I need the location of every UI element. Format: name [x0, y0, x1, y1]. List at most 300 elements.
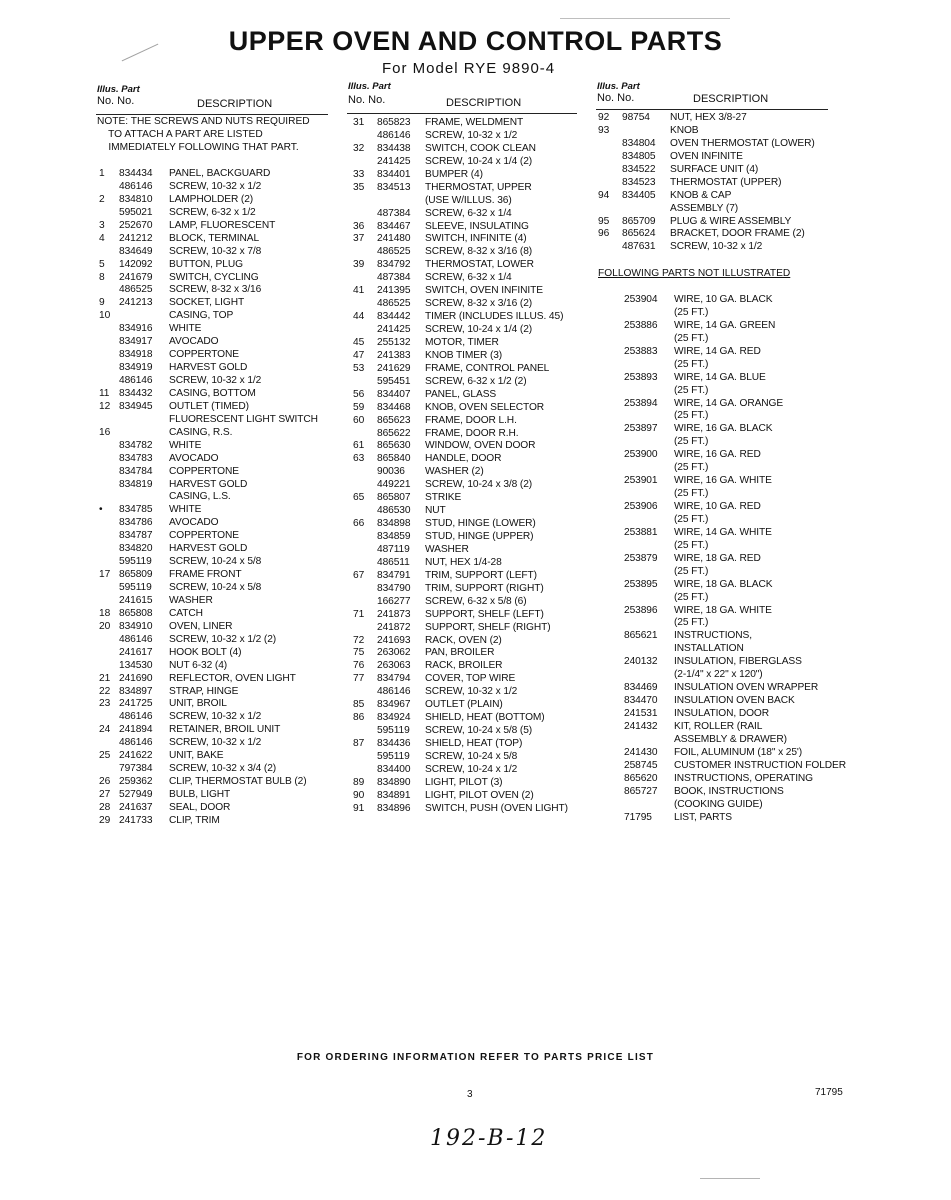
parts-row: [596, 125, 856, 138]
part-description: COPPERTONE: [169, 465, 239, 477]
parts-row: [347, 208, 587, 221]
parts-row: [97, 789, 337, 802]
header-illus-part: Illus. Part: [97, 84, 140, 95]
part-description: KNOB, OVEN SELECTOR: [425, 401, 545, 413]
part-description: SCREW, 10-32 x 1/2: [169, 737, 262, 749]
parts-row: [596, 190, 856, 203]
part-description: PANEL, GLASS: [425, 388, 497, 400]
parts-row: [347, 803, 587, 816]
parts-row: [347, 311, 587, 324]
parts-row: [347, 635, 587, 648]
parts-row: [596, 617, 856, 630]
parts-row: [596, 410, 856, 423]
part-number: 834890: [377, 776, 411, 788]
part-description: FRAME, DOOR R.H.: [425, 427, 519, 439]
parts-row: [347, 221, 587, 234]
part-description: (25 FT.): [674, 488, 709, 500]
illus-number: 24: [99, 724, 111, 736]
parts-row: [596, 164, 856, 177]
header-no: No. No.: [348, 94, 386, 106]
part-description: BUTTON, PLUG: [169, 258, 243, 270]
part-description: SCREW, 6-32 x 1/2 (2): [425, 375, 527, 387]
illus-number: 67: [353, 569, 365, 581]
part-number: 865823: [377, 117, 411, 128]
parts-row: [347, 764, 587, 777]
parts-row: [97, 336, 337, 349]
part-number: 834783: [119, 452, 153, 464]
part-number: 253906: [624, 501, 658, 512]
part-number: 834918: [119, 349, 153, 361]
part-number: 241873: [377, 608, 411, 620]
part-number: 486146: [119, 633, 153, 645]
part-description: FRAME FRONT: [169, 569, 242, 581]
part-number: 486530: [377, 505, 411, 517]
illus-number: 77: [353, 673, 365, 685]
part-number: 834804: [622, 137, 656, 149]
illus-number: 66: [353, 518, 365, 530]
illus-number: 60: [353, 414, 365, 426]
part-description: SCREW, 10-32 x 1/2 (2): [169, 633, 277, 645]
part-description: BUMPER (4): [425, 168, 483, 180]
part-number: 834897: [119, 685, 153, 697]
scan-mark: [560, 18, 730, 19]
part-description: KNOB TIMER (3): [425, 349, 503, 361]
parts-row: [97, 543, 337, 556]
part-description: SWITCH, CYCLING: [169, 271, 259, 283]
parts-row: [596, 630, 856, 643]
parts-row: [97, 776, 337, 789]
part-number: 834794: [377, 673, 411, 685]
parts-row: [596, 721, 856, 734]
part-description: CLIP, TRIM: [169, 814, 220, 826]
parts-row: [97, 673, 337, 686]
parts-row: [347, 195, 587, 208]
part-description: WASHER: [169, 594, 213, 606]
parts-row: [596, 682, 856, 695]
parts-row: [347, 246, 587, 259]
part-number: 241622: [119, 750, 153, 762]
part-description: SCREW, 10-32 x 1/2: [425, 686, 518, 698]
part-number: 241383: [377, 349, 411, 361]
parts-row: [596, 514, 856, 527]
part-description: OUTLET (PLAIN): [425, 699, 503, 711]
illus-number: 16: [99, 426, 111, 438]
parts-row: [347, 699, 587, 712]
part-number: 834896: [377, 802, 411, 814]
parts-row: [347, 350, 587, 363]
parts-row: [596, 592, 856, 605]
part-description: (USE W/ILLUS. 36): [425, 194, 512, 206]
parts-row: [347, 156, 587, 169]
part-number: 449221: [377, 479, 411, 491]
part-description: SCREW, 10-24 x 5/8: [425, 750, 518, 762]
illus-number: 39: [353, 259, 365, 271]
part-number: 241425: [377, 155, 411, 167]
parts-row: [347, 673, 587, 686]
part-number: 134530: [119, 659, 153, 671]
parts-row: [596, 488, 856, 501]
part-number: 865709: [622, 215, 656, 227]
part-number: 253881: [624, 526, 658, 538]
part-description: SCREW, 10-32 x 3/4 (2): [169, 763, 277, 775]
illus-number: 56: [353, 388, 365, 400]
part-number: 865622: [377, 427, 411, 439]
illus-number: 2: [99, 193, 105, 205]
part-number: 834434: [119, 168, 153, 179]
illus-number: 32: [353, 142, 365, 154]
part-description: CASING, L.S.: [169, 491, 231, 503]
parts-row: [596, 294, 856, 307]
part-description: (25 FT.): [674, 436, 709, 448]
part-number: 241430: [624, 746, 658, 758]
part-description: CASING, BOTTOM: [169, 387, 256, 399]
column-header-2: [348, 81, 522, 109]
part-description: RETAINER, BROIL UNIT: [169, 724, 281, 736]
part-description: INSULATION, DOOR: [674, 708, 770, 719]
part-number: 241690: [119, 672, 153, 684]
part-number: 90036: [377, 466, 405, 478]
part-description: HARVEST GOLD: [169, 478, 248, 490]
illus-number: 45: [353, 336, 365, 348]
part-number: 834785: [119, 504, 153, 516]
part-number: 241872: [377, 621, 411, 633]
part-number: 834405: [622, 189, 656, 201]
part-description: SCREW, 10-24 x 1/2: [425, 763, 518, 775]
part-description: KNOB & CAP: [670, 189, 732, 201]
part-number: 595021: [119, 206, 153, 218]
part-description: OVEN INFINITE: [670, 150, 743, 162]
part-description: INSULATION, FIBERGLASS: [674, 656, 802, 668]
part-description: SCREW, 10-24 x 3/8 (2): [425, 479, 533, 491]
parts-row: [97, 349, 337, 362]
header-rule-3: [596, 109, 828, 110]
parts-row: [347, 233, 587, 246]
parts-row: [347, 259, 587, 272]
parts-row: [596, 203, 856, 216]
parts-row: [97, 504, 337, 517]
part-description: STRAP, HINGE: [169, 685, 239, 697]
part-description: ASSEMBLY (7): [670, 202, 739, 214]
part-number: 834407: [377, 388, 411, 400]
parts-row: [596, 501, 856, 514]
part-description: PANEL, BACKGUARD: [169, 168, 271, 179]
part-number: 865807: [377, 492, 411, 504]
parts-row: [347, 583, 587, 596]
part-description: OUTLET (TIMED): [169, 400, 249, 412]
parts-row: [347, 389, 587, 402]
part-description: LAMP, FLUORESCENT: [169, 219, 276, 231]
part-description: SHIELD, HEAT (BOTTOM): [425, 712, 545, 724]
part-description: LIGHT, PILOT (3): [425, 776, 503, 788]
part-description: LAMPHOLDER (2): [169, 193, 254, 205]
part-number: 253904: [624, 294, 658, 305]
parts-row: [97, 401, 337, 414]
part-number: 865727: [624, 785, 658, 797]
part-description: CASING, R.S.: [169, 426, 233, 438]
part-description: BULB, LIGHT: [169, 789, 231, 800]
part-description: SCREW, 6-32 x 1/4: [425, 207, 512, 219]
parts-row: [97, 207, 337, 220]
part-number: 241395: [377, 285, 411, 297]
part-description: (25 FT.): [674, 617, 709, 629]
part-number: 486146: [119, 711, 153, 723]
part-number: 834859: [377, 531, 411, 542]
part-description: SCREW, 10-24 x 1/4 (2): [425, 324, 533, 335]
part-description: SHIELD, HEAT (TOP): [425, 738, 523, 749]
parts-row: [97, 220, 337, 233]
header-description: DESCRIPTION: [693, 93, 769, 105]
part-description: SCREW, 6-32 x 1/2: [169, 206, 256, 218]
part-description: INSTRUCTIONS, OPERATING: [674, 772, 814, 784]
parts-row: [596, 695, 856, 708]
parts-row: [596, 812, 856, 825]
part-number: 834784: [119, 465, 153, 477]
illus-number: 95: [598, 215, 610, 227]
parts-row: [97, 194, 337, 207]
parts-row: [97, 724, 337, 737]
part-number: 834810: [119, 193, 153, 205]
parts-row: [596, 436, 856, 449]
part-description: THERMOSTAT, UPPER: [425, 181, 532, 193]
part-description: SCREW, 10-24 x 5/8: [169, 556, 262, 568]
parts-row: [596, 423, 856, 436]
parts-row: [97, 815, 337, 828]
part-number: 595119: [119, 556, 152, 568]
part-description: COVER, TOP WIRE: [425, 673, 516, 685]
part-description: (25 FT.): [674, 358, 709, 370]
part-description: INSTALLATION: [674, 643, 744, 655]
part-number: 834467: [377, 220, 411, 232]
part-number: 252670: [119, 219, 153, 231]
parts-row: [97, 246, 337, 259]
part-description: SUPPORT, SHELF (RIGHT): [425, 621, 551, 633]
parts-row: [97, 802, 337, 815]
part-description: AVOCADO: [169, 452, 219, 464]
parts-row: [97, 466, 337, 479]
part-number: 834513: [377, 181, 411, 193]
parts-row: [347, 182, 587, 195]
part-number: 486146: [119, 375, 153, 386]
parts-row: [596, 579, 856, 592]
part-description: MOTOR, TIMER: [425, 336, 499, 348]
parts-row: [596, 527, 856, 540]
parts-row: [347, 143, 587, 156]
part-description: WIRE, 18 GA. BLACK: [674, 578, 773, 590]
part-description: (25 FT.): [674, 410, 709, 422]
parts-row: [347, 557, 587, 570]
part-description: BLOCK, TERMINAL: [169, 232, 260, 244]
parts-row: [97, 168, 337, 181]
part-description: WASHER: [425, 543, 469, 555]
header-description: DESCRIPTION: [446, 97, 522, 109]
part-description: CLIP, THERMOSTAT BULB (2): [169, 776, 307, 788]
parts-list-not-illustrated: [596, 294, 856, 824]
part-description: HARVEST GOLD: [169, 543, 248, 555]
part-description: SCREW, 10-32 x 7/8: [169, 245, 262, 257]
part-number: 255132: [377, 336, 411, 348]
part-number: 253900: [624, 449, 658, 461]
part-description: KNOB: [670, 124, 699, 136]
parts-row: [347, 402, 587, 415]
part-number: 241432: [624, 720, 658, 732]
parts-row: [347, 686, 587, 699]
illus-number: 44: [353, 311, 365, 323]
part-number: 834522: [622, 163, 656, 175]
part-description: UNIT, BAKE: [169, 750, 224, 762]
header-rule-2: [347, 113, 577, 114]
parts-row: [347, 363, 587, 376]
part-number: 834916: [119, 323, 153, 335]
part-description: THERMOSTAT (UPPER): [670, 176, 782, 188]
parts-row: [97, 284, 337, 297]
illus-number: 5: [99, 258, 105, 270]
illus-number: 61: [353, 440, 365, 452]
part-description: FRAME, DOOR L.H.: [425, 414, 517, 426]
illus-number: 12: [99, 400, 111, 412]
part-description: (25 FT.): [674, 332, 709, 344]
parts-row: [97, 181, 337, 194]
parts-row: [347, 570, 587, 583]
part-description: INSTRUCTIONS,: [674, 630, 752, 642]
part-number: 486511: [377, 556, 410, 568]
part-number: 487384: [377, 272, 411, 284]
part-description: PLUG & WIRE ASSEMBLY: [670, 215, 792, 227]
part-description: OVEN THERMOSTAT (LOWER): [670, 137, 815, 149]
part-number: 527949: [119, 789, 153, 800]
part-description: SWITCH, OVEN INFINITE: [425, 285, 543, 297]
parts-list-column-1: [97, 168, 337, 828]
part-number: 253893: [624, 371, 658, 383]
parts-row: [347, 130, 587, 143]
part-number: 834819: [119, 478, 153, 490]
part-number: 486525: [377, 246, 411, 258]
part-number: 595119: [377, 750, 410, 762]
part-number: 834432: [119, 387, 153, 399]
parts-row: [596, 138, 856, 151]
illus-number: 10: [99, 310, 111, 322]
part-number: 834791: [377, 569, 411, 581]
parts-row: [347, 298, 587, 311]
part-number: 595119: [377, 725, 410, 737]
part-description: HOOK BOLT (4): [169, 646, 242, 658]
page-subtitle: For Model RYE 9890-4: [382, 60, 556, 77]
part-description: WIRE, 14 GA. ORANGE: [674, 397, 784, 409]
part-description: SCREW, 10-24 x 5/8 (5): [425, 725, 533, 737]
part-number: 259362: [119, 776, 153, 788]
parts-row: [596, 385, 856, 398]
part-description: WIRE, 18 GA. WHITE: [674, 604, 772, 616]
part-number: 834820: [119, 543, 153, 555]
illus-number: 86: [353, 712, 365, 724]
part-description: FRAME, WELDMENT: [425, 117, 524, 128]
part-description: FOIL, ALUMINUM (18" x 25'): [674, 746, 803, 758]
part-number: 241693: [377, 634, 411, 646]
parts-row: [347, 518, 587, 531]
part-number: 865809: [119, 569, 153, 581]
part-description: LIGHT, PILOT OVEN (2): [425, 789, 534, 801]
part-number: 241425: [377, 324, 411, 335]
header-illus-part: Illus. Part: [597, 81, 640, 92]
illus-number: 59: [353, 401, 365, 413]
illus-number: 75: [353, 647, 365, 659]
part-number: 241617: [119, 646, 153, 658]
parts-row: [97, 750, 337, 763]
part-description: NUT, HEX 1/4-28: [425, 556, 502, 568]
parts-row: [97, 569, 337, 582]
parts-row: [347, 337, 587, 350]
part-number: 253883: [624, 345, 658, 357]
part-description: OVEN, LINER: [169, 620, 233, 632]
header-description: DESCRIPTION: [197, 98, 273, 110]
parts-row: [347, 169, 587, 182]
illus-number: 87: [353, 738, 365, 749]
parts-row: [596, 799, 856, 812]
parts-row: [97, 388, 337, 401]
parts-row: [596, 708, 856, 721]
parts-row: [596, 151, 856, 164]
parts-row: [347, 660, 587, 673]
part-number: 253895: [624, 578, 658, 590]
document-id: 71795: [815, 1087, 843, 1098]
part-description: (25 FT.): [674, 306, 709, 318]
illus-number: 28: [99, 801, 111, 813]
part-number: 834782: [119, 439, 153, 451]
parts-row: [97, 272, 337, 285]
part-number: 253901: [624, 475, 658, 487]
part-number: 834919: [119, 362, 153, 374]
part-description: SCREW, 10-32 x 1/2: [169, 375, 262, 386]
part-number: 241725: [119, 698, 153, 710]
part-description: TRIM, SUPPORT (LEFT): [425, 569, 537, 581]
part-description: NUT: [425, 505, 446, 517]
header-illus-part: Illus. Part: [348, 81, 391, 92]
part-description: (COOKING GUIDE): [674, 798, 763, 810]
part-description: STUD, HINGE (UPPER): [425, 531, 534, 542]
part-number: 834438: [377, 142, 411, 154]
parts-row: [347, 505, 587, 518]
part-description: (2-1/4" x 22" x 120"): [674, 669, 763, 681]
part-description: SCREW, 8-32 x 3/16 (2): [425, 298, 533, 310]
part-description: INSULATION OVEN WRAPPER: [674, 682, 819, 694]
illus-number: 94: [598, 189, 610, 201]
parts-row: [347, 544, 587, 557]
part-description: STRIKE: [425, 492, 462, 504]
illus-number: 91: [353, 802, 365, 814]
part-number: 486146: [377, 686, 411, 698]
parts-row: [596, 669, 856, 682]
parts-row: [97, 530, 337, 543]
part-number: 834649: [119, 245, 153, 257]
part-description: WIRE, 16 GA. BLACK: [674, 423, 773, 435]
illus-number: 63: [353, 453, 365, 465]
handwritten-annotation: 192-B-12: [430, 1126, 548, 1151]
part-number: 486525: [377, 298, 411, 310]
part-number: 834400: [377, 763, 411, 775]
parts-row: [596, 656, 856, 669]
part-number: 241733: [119, 814, 153, 826]
illus-number: 21: [99, 672, 111, 684]
parts-row: [97, 595, 337, 608]
part-number: 240132: [624, 656, 658, 668]
parts-row: [596, 359, 856, 372]
part-number: 263063: [377, 660, 411, 672]
part-number: 487119: [377, 543, 410, 555]
scan-mark: [700, 1178, 760, 1179]
part-description: ASSEMBLY & DRAWER): [674, 733, 787, 745]
illus-number: 23: [99, 698, 111, 710]
part-number: 263062: [377, 647, 411, 659]
part-number: 834470: [624, 695, 658, 707]
